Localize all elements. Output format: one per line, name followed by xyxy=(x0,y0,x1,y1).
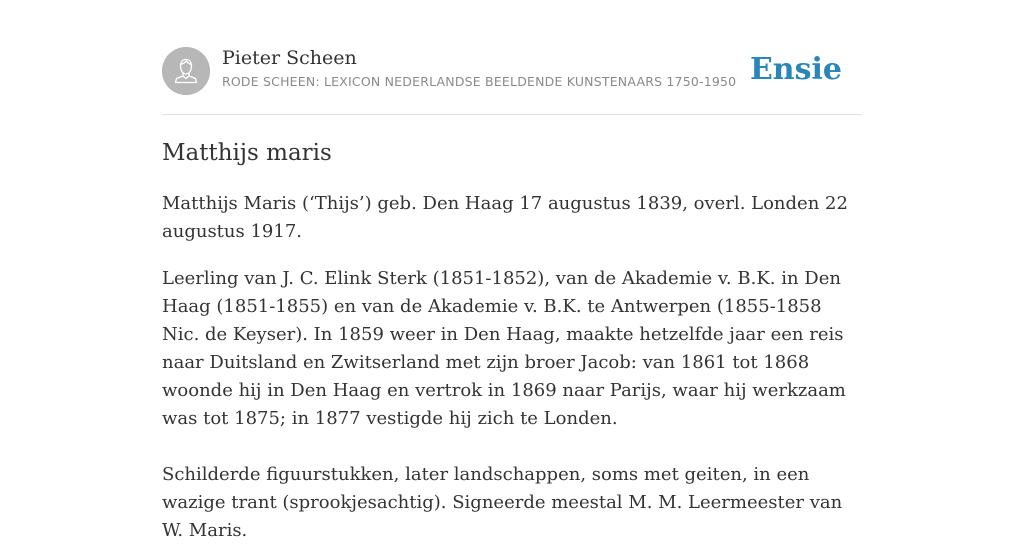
article-page xyxy=(162,0,862,541)
brand-logo[interactable]: Ensie xyxy=(749,52,842,87)
article-paragraph: Leerling van J. C. Elink Sterk (1851-1852), van de Akademie v. B.K. in Den Haag (1851-1855) en van de Akademie v. B.K. te Antwerpen (1855-1858 Nic. de Keyser). In 1859 weer in Den Haag, maakte hetzelfde jaar een reis naar Duitsland en Zwitserland met zijn broer Jacob: van 1861 tot 1868 woonde hij in Den Haag en vertrok in 1869 naar Parijs, waar hij werkzaam was tot 1875; in 1877 vestigde hij zich te Londen. xyxy=(162,268,846,429)
author-name[interactable]: Pieter Scheen xyxy=(222,47,357,69)
avatar[interactable] xyxy=(162,47,210,95)
user-silhouette-icon xyxy=(162,47,210,95)
author-header xyxy=(162,46,862,115)
article-paragraph: Schilderde figuurstukken, later landschappen, soms met geiten, in een wazige trant (sprookjesachtig). Signeerde meestal M. M. Leermeester van W. Maris. xyxy=(162,464,843,541)
article-paragraph: Matthijs Maris (‘Thijs’) geb. Den Haag 17 augustus 1839, overl. Londen 22 augustus 1917. xyxy=(162,193,848,242)
page-title: Matthijs maris xyxy=(162,140,332,166)
source-title[interactable]: RODE SCHEEN: LEXICON NEDERLANDSE BEELDENDE KUNSTENAARS 1750-1950 xyxy=(222,74,737,89)
